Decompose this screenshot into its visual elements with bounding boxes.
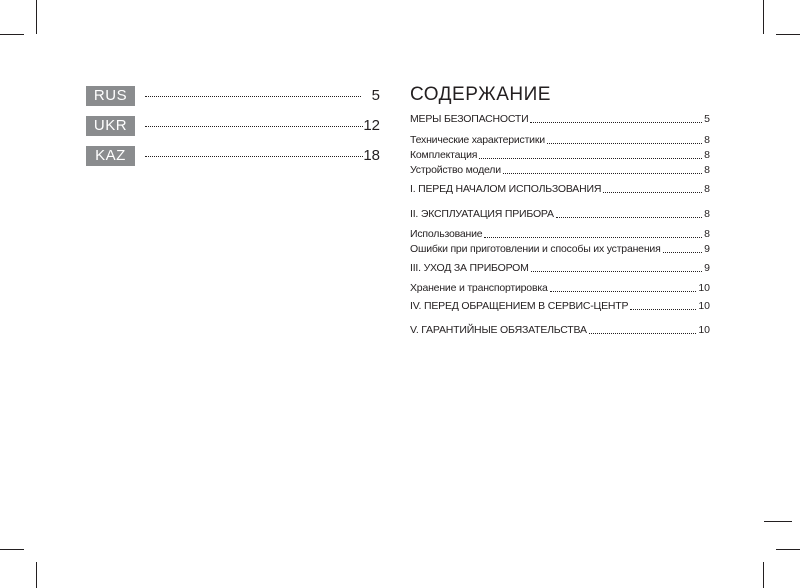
leader-dots	[663, 252, 703, 253]
toc-entry-title: Хранение и транспортировка	[410, 282, 548, 294]
toc-entry-page: 10	[698, 300, 710, 312]
toc-entry-page: 8	[704, 183, 710, 195]
leader-dots	[484, 237, 702, 238]
toc-entry-page: 9	[704, 243, 710, 255]
toc-entry-title: МЕРЫ БЕЗОПАСНОСТИ	[410, 113, 529, 125]
crop-mark-left-bottom	[0, 549, 24, 550]
crop-mark-bottom-right	[763, 562, 764, 588]
toc-entry[interactable]	[410, 228, 710, 241]
leader-dots	[503, 173, 702, 174]
language-badge: UKR	[86, 116, 135, 136]
leader-dots	[145, 156, 363, 157]
leader-dots	[547, 143, 702, 144]
crop-mark-top-left	[36, 0, 37, 34]
language-row-ukr[interactable]	[86, 116, 382, 136]
toc-entry-title: III. УХОД ЗА ПРИБОРОМ	[410, 262, 529, 274]
toc-entry-title: Комплектация	[410, 149, 478, 161]
toc-entry-title: I. ПЕРЕД НАЧАЛОМ ИСПОЛЬЗОВАНИЯ	[410, 183, 602, 195]
toc-entry-title: Ошибки при приготовлении и способы их устранения	[410, 243, 661, 255]
language-badge: KAZ	[86, 146, 135, 166]
toc-entry-page: 8	[704, 134, 710, 146]
toc-entry[interactable]	[410, 262, 710, 275]
toc-entry-title: II. ЭКСПЛУАТАЦИЯ ПРИБОРА	[410, 208, 554, 220]
toc-entry-page: 10	[698, 324, 710, 336]
crop-mark-right-top	[776, 34, 800, 35]
crop-mark-bottom-left	[36, 562, 37, 588]
toc-entry-page: 8	[704, 149, 710, 161]
page-title: СОДЕРЖАНИЕ	[410, 84, 551, 105]
leader-dots	[531, 271, 702, 272]
crop-mark-top-right	[763, 0, 764, 34]
toc-entry-title: Устройство модели	[410, 164, 501, 176]
language-row-rus[interactable]	[86, 86, 382, 106]
toc-entry[interactable]	[410, 282, 710, 295]
language-badge: RUS	[86, 86, 135, 106]
leader-dots	[479, 158, 702, 159]
toc-entry[interactable]	[410, 149, 710, 162]
leader-dots	[145, 126, 363, 127]
toc-entry[interactable]	[410, 164, 710, 177]
toc-entry[interactable]	[410, 208, 710, 221]
toc-entry-title: IV. ПЕРЕД ОБРАЩЕНИЕМ В СЕРВИС-ЦЕНТР	[410, 300, 629, 312]
toc-entry-page: 8	[704, 208, 710, 220]
toc-entry-page: 5	[704, 113, 710, 125]
toc-entry-page: 8	[704, 228, 710, 240]
crop-mark-left-top	[0, 34, 24, 35]
toc-entry[interactable]	[410, 324, 710, 337]
page-number: 18	[363, 147, 380, 164]
toc-entry-page: 8	[704, 164, 710, 176]
crop-mark-right-middle	[764, 521, 792, 522]
page-number: 12	[363, 117, 380, 134]
toc-entry-page: 9	[704, 262, 710, 274]
crop-mark-right-bottom	[776, 549, 800, 550]
page-number: 5	[371, 87, 380, 104]
leader-dots	[556, 217, 702, 218]
leader-dots	[589, 333, 697, 334]
language-row-kaz[interactable]	[86, 146, 382, 166]
leader-dots	[145, 96, 361, 97]
toc-entry[interactable]	[410, 183, 710, 196]
leader-dots	[530, 122, 702, 123]
toc-entry-title: V. ГАРАНТИЙНЫЕ ОБЯЗАТЕЛЬСТВА	[410, 324, 587, 336]
leader-dots	[630, 309, 696, 310]
toc-entry-page: 10	[698, 282, 710, 294]
toc-entry[interactable]	[410, 113, 710, 126]
toc-entry[interactable]	[410, 243, 710, 256]
toc-entry-title: Использование	[410, 228, 483, 240]
leader-dots	[550, 291, 697, 292]
toc-entry-title: Технические характеристики	[410, 134, 545, 146]
toc-entry[interactable]	[410, 300, 710, 313]
leader-dots	[603, 192, 702, 193]
toc-entry[interactable]	[410, 134, 710, 147]
